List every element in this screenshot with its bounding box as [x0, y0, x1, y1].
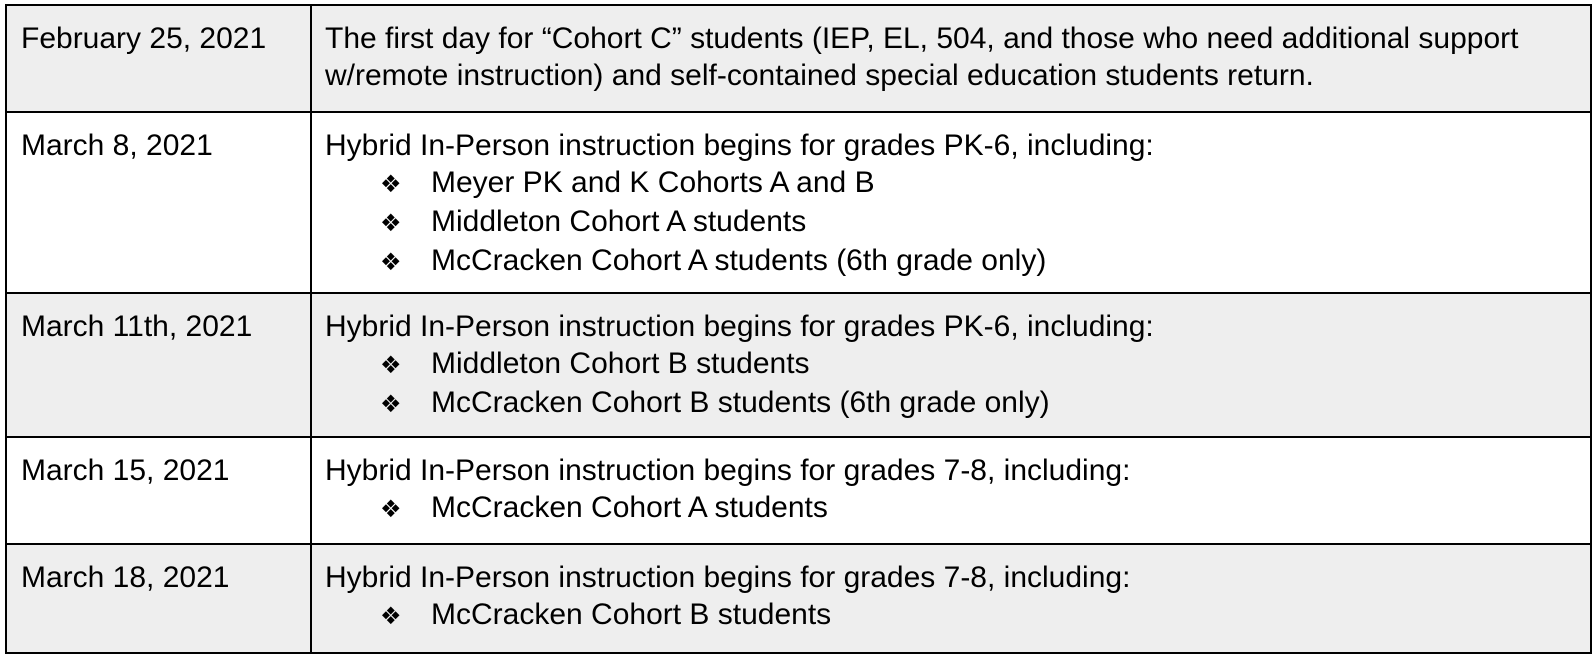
date-cell: March 11th, 2021: [6, 293, 311, 436]
description-text: Hybrid In-Person instruction begins for grades PK-6, including:: [325, 128, 1154, 162]
date-cell: March 18, 2021: [6, 544, 311, 653]
bullet-list: [325, 596, 1580, 635]
diamond-bullet-icon: ❖: [380, 208, 402, 237]
bullet-list: [325, 489, 1580, 528]
list-item-text: McCracken Cohort A students (6th grade only): [431, 243, 1047, 277]
bullet-list: [325, 164, 1580, 281]
list-item-text: McCracken Cohort B students (6th grade only): [431, 386, 1050, 420]
description-cell: [311, 112, 1591, 294]
description-text: Hybrid In-Person instruction begins for grades 7-8, including:: [325, 453, 1131, 487]
description-cell: [311, 5, 1591, 112]
list-item: [380, 242, 1580, 281]
schedule-table: [5, 4, 1592, 654]
date-cell: February 25, 2021: [6, 5, 311, 112]
list-item: [380, 345, 1580, 384]
diamond-bullet-icon: ❖: [380, 390, 402, 419]
list-item: [380, 164, 1580, 203]
table-row: [6, 112, 1591, 294]
list-item-text: Middleton Cohort A students: [431, 204, 807, 238]
list-item: [380, 203, 1580, 242]
list-item-text: Meyer PK and K Cohorts A and B: [431, 165, 875, 199]
diamond-bullet-icon: ❖: [380, 169, 402, 198]
bullet-list: [325, 345, 1580, 423]
diamond-bullet-icon: ❖: [380, 602, 402, 631]
list-item-text: McCracken Cohort B students: [431, 598, 832, 632]
description-cell: [311, 437, 1591, 545]
table-row: [6, 5, 1591, 112]
description-cell: [311, 293, 1591, 436]
diamond-bullet-icon: ❖: [380, 351, 402, 380]
date-cell: March 8, 2021: [6, 112, 311, 294]
list-item: [380, 489, 1580, 528]
description-text: Hybrid In-Person instruction begins for grades 7-8, including:: [325, 561, 1131, 595]
table-row: [6, 544, 1591, 653]
list-item: [380, 596, 1580, 635]
description-text: The first day for “Cohort C” students (IEP, EL, 504, and those who need additional support w/remote instruction) and self-contained special education students return.: [325, 22, 1519, 92]
list-item-text: McCracken Cohort A students: [431, 490, 828, 524]
table-row: [6, 437, 1591, 545]
description-cell: [311, 544, 1591, 653]
table-row: [6, 293, 1591, 436]
list-item: [380, 384, 1580, 423]
diamond-bullet-icon: ❖: [380, 247, 402, 276]
description-text: Hybrid In-Person instruction begins for grades PK-6, including:: [325, 310, 1154, 344]
diamond-bullet-icon: ❖: [380, 494, 402, 523]
list-item-text: Middleton Cohort B students: [431, 347, 810, 381]
date-cell: March 15, 2021: [6, 437, 311, 545]
